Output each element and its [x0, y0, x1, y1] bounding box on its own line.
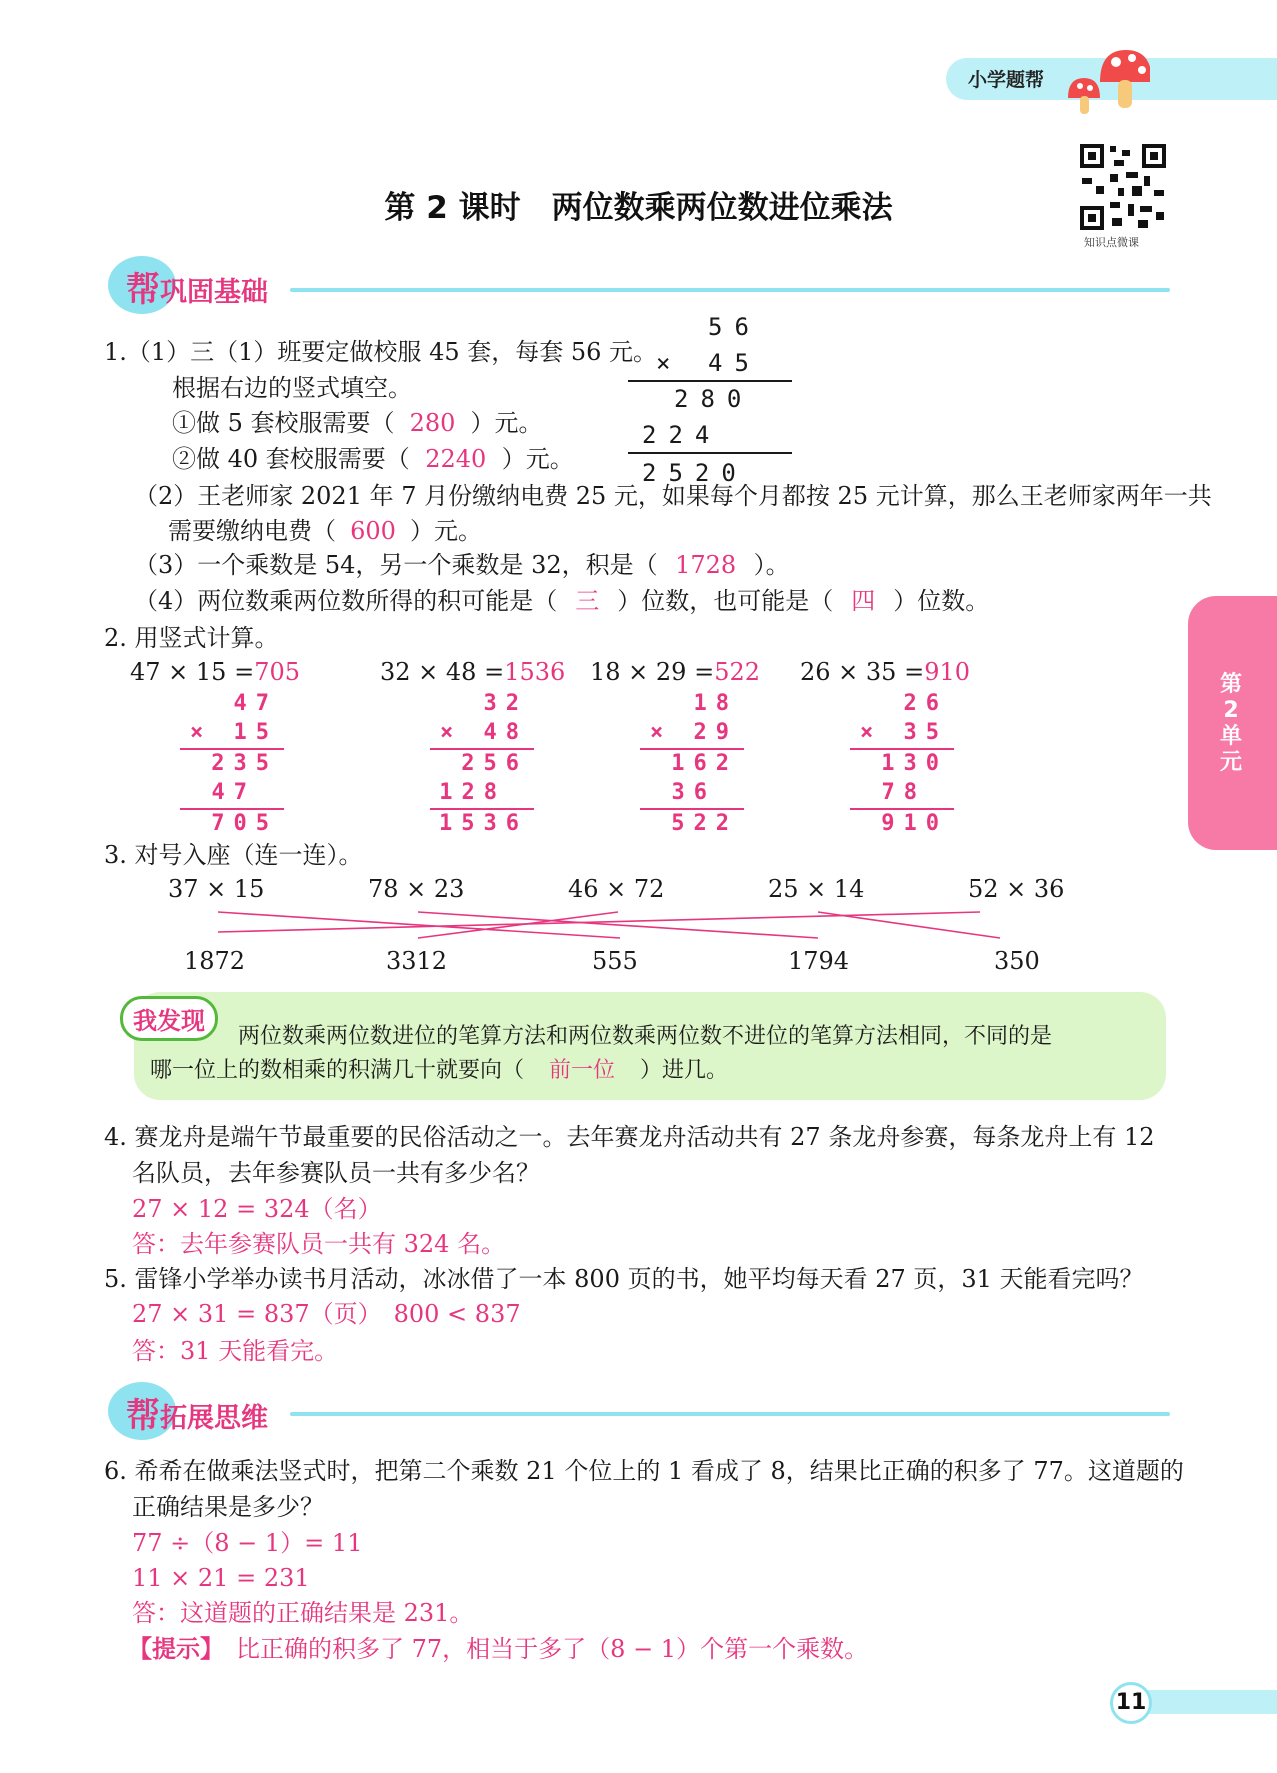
q2-expression-3: [590, 655, 760, 689]
q3-top-2: 78 × 23: [368, 875, 465, 903]
q3-bottom-1: 1872: [184, 947, 246, 975]
page-number-bar: [1148, 1690, 1277, 1714]
discover-line-2: [150, 1054, 728, 1088]
q6-hint: [128, 1632, 868, 1666]
q2-expr: 32 × 48 =: [380, 658, 505, 686]
q5-answer: 答：31 天能看完。: [132, 1337, 339, 1365]
q1-p3-pre: （3）一个乘数是 54，另一个乘数是 32，积是（: [134, 551, 658, 579]
qr-caption: 知识点微课: [1084, 236, 1139, 249]
q1-b-pre: ②做 40 套校服需要（: [172, 445, 410, 473]
discover-answer: 前一位: [549, 1058, 616, 1083]
q2-multiplier: 29: [693, 720, 738, 745]
q1-p2-pre: 需要缴纳电费（: [168, 517, 336, 545]
q2-multiplier: 35: [903, 720, 948, 745]
q1-part2-line1: （2）王老师家 2021 年 7 月份缴纳电费 25 元，如果每个月都按 25 元计算，那么王老师家两年一共: [134, 482, 1212, 510]
q2-op: ×: [650, 720, 673, 745]
hint-label: 【提示】: [128, 1634, 212, 1663]
q1-p4-answer-2: 四: [851, 587, 876, 615]
q2-op: ×: [190, 720, 213, 745]
q3-top-3: 46 × 72: [568, 875, 665, 903]
vertical-row-2: 45: [708, 349, 761, 377]
q6-calc-1: 77 ÷（8 − 1）= 11: [132, 1529, 363, 1557]
q2-result: 522: [671, 811, 738, 836]
mushroom-icon: [1060, 44, 1150, 116]
q5-calc: 27 × 31 = 837（页） 800 < 837: [132, 1300, 521, 1328]
q1-p3-post: ）。: [753, 551, 790, 579]
q3-top-4: 25 × 14: [768, 875, 865, 903]
q2-partial-1: 130: [881, 751, 948, 776]
brand-label: 小学题帮: [968, 69, 1045, 91]
hint-text: 比正确的积多了 77，相当于多了（8 − 1）个第一个乘数。: [236, 1635, 869, 1663]
section-divider: [290, 288, 1170, 292]
page-number: 11: [1110, 1682, 1152, 1724]
q1-p2-answer: 600: [350, 517, 396, 545]
q2-op: ×: [440, 720, 463, 745]
q6-line1: 6. 希希在做乘法竖式时，把第二个乘数 21 个位上的 1 看成了 8，结果比正确的积多了 77。这道题的: [104, 1457, 1184, 1485]
q2-partial-1: 162: [671, 751, 738, 776]
discover-post: ）进几。: [640, 1058, 729, 1083]
section-title-basic: [126, 262, 268, 311]
q3-bottom-5: 350: [994, 947, 1040, 975]
q2-op: ×: [860, 720, 883, 745]
q2-expression-4: [800, 655, 970, 689]
q1-p4-mid: ）位数，也可能是（: [617, 587, 834, 615]
q2-partial-1: 256: [461, 751, 528, 776]
vertical-row-4: 224: [642, 421, 722, 449]
q2-multiplier: 48: [483, 720, 528, 745]
match-line: [218, 912, 620, 938]
q3-top-1: 37 × 15: [168, 875, 265, 903]
qr-code-icon: [1078, 142, 1168, 232]
q1-p4-pre: （4）两位数乘两位数所得的积可能是（: [134, 587, 558, 615]
q1-part1-b: [172, 442, 574, 476]
q3-bottom-3: 555: [592, 947, 638, 975]
q4-line2: 名队员，去年参赛队员一共有多少名？: [132, 1159, 540, 1187]
section-badge-char: 帮: [126, 1396, 160, 1436]
section-label: 拓展思维: [160, 1403, 268, 1434]
q2-expression-1: [130, 655, 300, 689]
q2-expression-2: [380, 655, 565, 689]
q2-partial-2: 78: [881, 780, 926, 805]
q2-expr: 26 × 35 =: [800, 658, 925, 686]
q2-partial-2: 36: [671, 780, 716, 805]
q1-a-pre: ①做 5 套校服需要（: [172, 409, 395, 437]
section-label: 巩固基础: [160, 277, 268, 308]
q2-multiplicand: 26: [903, 691, 948, 716]
q1-p4-post: ）位数。: [893, 587, 990, 615]
q3-match-lines: [0, 900, 1277, 950]
q4-line1: 4. 赛龙舟是端午节最重要的民俗活动之一。去年赛龙舟活动共有 27 条龙舟参赛，每条龙舟上有 12: [104, 1123, 1155, 1151]
q2-result: 1536: [439, 811, 528, 836]
q2-expr: 47 × 15 =: [130, 658, 255, 686]
discover-badge: 我发现: [120, 996, 218, 1041]
q2-title: 2. 用竖式计算。: [104, 624, 279, 652]
unit-tab-label: 第2单元: [1219, 672, 1242, 775]
q3-bottom-2: 3312: [386, 947, 448, 975]
q3-top-5: 52 × 36: [968, 875, 1065, 903]
q2-partial-2: 128: [439, 780, 506, 805]
vertical-op: ×: [656, 349, 683, 377]
q2-partial-1: 235: [211, 751, 278, 776]
q1-part4: [134, 584, 989, 618]
q2-answer: 910: [924, 658, 970, 686]
q4-calc: 27 × 12 = 324（名）: [132, 1195, 382, 1223]
discover-line-1: 两位数乘两位数进位的笔算方法和两位数乘两位数不进位的笔算方法相同，不同的是: [238, 1024, 1053, 1049]
match-line: [818, 912, 1000, 938]
q1-p2-post: ）元。: [410, 517, 482, 545]
q2-multiplicand: 18: [693, 691, 738, 716]
q2-result: 705: [211, 811, 278, 836]
q2-answer: 1536: [504, 658, 566, 686]
page-title: 第 2 课时 两位数乘两位数进位乘法: [384, 190, 893, 226]
unit-tab: [1188, 596, 1277, 850]
q5-line1: 5. 雷锋小学举办读书月活动，冰冰借了一本 800 页的书，她平均每天看 27 页，31 天能看完吗？: [104, 1265, 1144, 1293]
q4-answer: 答：去年参赛队员一共有 324 名。: [132, 1230, 506, 1258]
section-title-extend: [126, 1388, 268, 1437]
q2-answer: 522: [714, 658, 760, 686]
match-line: [418, 912, 618, 938]
vertical-row-3: 280: [674, 385, 754, 413]
q2-result: 910: [881, 811, 948, 836]
discover-pre: 哪一位上的数相乘的积满几十就要向（: [150, 1058, 525, 1083]
q1-p3-answer: 1728: [675, 551, 737, 579]
q6-line2: 正确结果是多少？: [132, 1493, 324, 1521]
q2-answer: 705: [254, 658, 300, 686]
q1-b-post: ）元。: [501, 445, 574, 473]
q6-calc-2: 11 × 21 = 231: [132, 1564, 310, 1592]
q2-expr: 18 × 29 =: [590, 658, 715, 686]
q6-answer: 答：这道题的正确结果是 231。: [132, 1599, 474, 1627]
q3-bottom-4: 1794: [788, 947, 850, 975]
vertical-row-5: 2520: [642, 459, 748, 487]
q2-partial-2: 47: [211, 780, 256, 805]
q1-a-answer: 280: [409, 409, 456, 437]
q1-p4-answer-1: 三: [575, 587, 600, 615]
q1-part1-line2: 根据右边的竖式填空。: [172, 374, 412, 402]
q1-b-answer: 2240: [425, 445, 487, 473]
q2-multiplicand: 32: [483, 691, 528, 716]
q1-part1-a: [172, 406, 543, 440]
q1-a-post: ）元。: [470, 409, 543, 437]
vertical-line: [628, 452, 792, 454]
q3-title: 3. 对号入座（连一连）。: [104, 841, 363, 869]
q2-multiplier: 15: [233, 720, 278, 745]
q1-part2-line2: [168, 514, 482, 548]
q1-part3: [134, 548, 790, 582]
vertical-row-1: 56: [708, 313, 761, 341]
q2-multiplicand: 47: [233, 691, 278, 716]
q1-part1-line1: 1.（1）三（1）班要定做校服 45 套，每套 56 元。: [104, 338, 658, 366]
section-badge-char: 帮: [126, 270, 160, 310]
section-divider: [290, 1412, 1170, 1416]
